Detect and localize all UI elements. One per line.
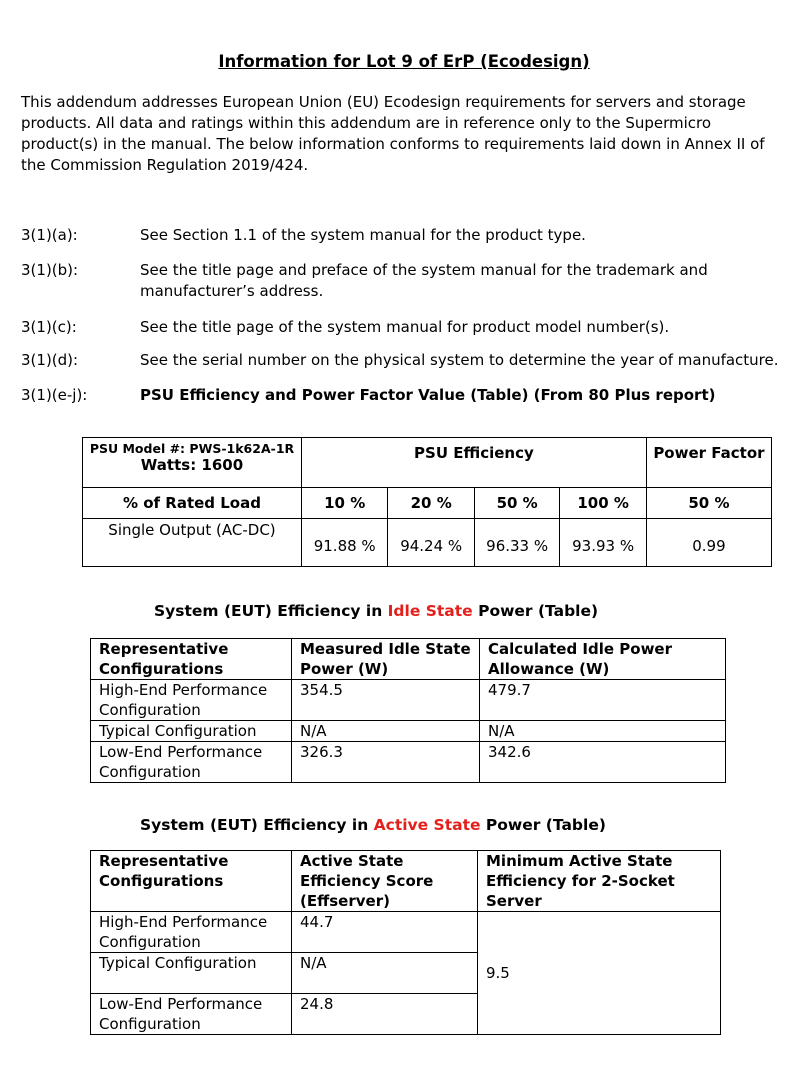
active-header-minimum: Minimum Active State Efficiency for 2-Socket Server — [478, 851, 721, 912]
eff-50: 96.33 % — [474, 519, 559, 567]
table-row — [91, 680, 726, 721]
req-text-a: See Section 1.1 of the system manual for the product type. — [140, 226, 586, 244]
idle-row-high-measured: 354.5 — [292, 680, 480, 721]
req-text-d: See the serial number on the physical system to determine the year of manufacture. — [140, 351, 779, 369]
rated-load-header: % of Rated Load — [83, 488, 302, 519]
load-50: 50 % — [474, 488, 559, 519]
idle-row-high-allowance: 479.7 — [480, 680, 726, 721]
load-10: 10 % — [301, 488, 387, 519]
table-row — [91, 721, 726, 742]
req-code-e-j: 3(1)(e-j): — [21, 386, 88, 404]
idle-table-caption: System (EUT) Efficiency in Idle State Power (Table) — [154, 602, 599, 620]
psu-efficiency-header: PSU Efficiency — [301, 438, 646, 488]
req-text-e-j: PSU Efficiency and Power Factor Value (Table) (From 80 Plus report) — [140, 386, 716, 404]
active-header-score: Active State Efficiency Score (Effserver) — [292, 851, 478, 912]
active-row-typical-config: Typical Configuration — [91, 953, 292, 994]
idle-header-allowance: Calculated Idle Power Allowance (W) — [480, 639, 726, 680]
power-factor-header: Power Factor — [646, 438, 771, 488]
eff-10: 91.88 % — [301, 519, 387, 567]
idle-header-config: Representative Configurations — [91, 639, 292, 680]
active-table-caption: System (EUT) Efficiency in Active State Power (Table) — [140, 816, 606, 834]
idle-row-typical-measured: N/A — [292, 721, 480, 742]
active-minimum-value: 9.5 — [478, 912, 721, 1035]
active-row-high-score: 44.7 — [292, 912, 478, 953]
active-row-high-config: High-End Performance Configuration — [91, 912, 292, 953]
req-text-b: See the title page and preface of the system manual for the trademark and manufacturer’s address. — [140, 261, 708, 300]
load-20: 20 % — [388, 488, 474, 519]
active-row-typical-score: N/A — [292, 953, 478, 994]
idle-row-low-measured: 326.3 — [292, 742, 480, 783]
power-factor-value: 0.99 — [646, 519, 771, 567]
single-output-label: Single Output (AC-DC) — [83, 519, 302, 567]
eff-100: 93.93 % — [560, 519, 646, 567]
req-code-b: 3(1)(b): — [21, 261, 79, 279]
idle-header-measured: Measured Idle State Power (W) — [292, 639, 480, 680]
idle-row-typical-allowance: N/A — [480, 721, 726, 742]
req-code-d: 3(1)(d): — [21, 351, 79, 369]
idle-state-table — [90, 638, 726, 783]
active-state-highlight: Active State — [373, 816, 481, 834]
req-code-a: 3(1)(a): — [21, 226, 78, 244]
idle-state-highlight: Idle State — [387, 602, 473, 620]
pf-load-50: 50 % — [646, 488, 771, 519]
intro-paragraph: This addendum addresses European Union (EU) Ecodesign requirements for servers and storage products. All data and ratings within this addendum are in reference only to the Supermicro product(s) in the manual. The below information conforms to requirements laid down in Annex II of the Commission Regulation 2019/424. — [21, 93, 765, 174]
idle-row-low-config: Low-End Performance Configuration — [91, 742, 292, 783]
active-row-low-score: 24.8 — [292, 994, 478, 1035]
idle-row-high-config: High-End Performance Configuration — [91, 680, 292, 721]
idle-row-low-allowance: 342.6 — [480, 742, 726, 783]
active-state-table — [90, 850, 721, 1035]
active-header-config: Representative Configurations — [91, 851, 292, 912]
psu-efficiency-table — [82, 437, 772, 567]
psu-watts: Watts: 1600 — [140, 456, 244, 474]
table-row — [91, 912, 721, 953]
psu-model: PSU Model #: PWS-1k62A-1R — [89, 441, 295, 456]
load-100: 100 % — [560, 488, 646, 519]
active-row-low-config: Low-End Performance Configuration — [91, 994, 292, 1035]
table-row — [91, 742, 726, 783]
req-text-c: See the title page of the system manual for product model number(s). — [140, 318, 670, 336]
req-code-c: 3(1)(c): — [21, 318, 77, 336]
eff-20: 94.24 % — [388, 519, 474, 567]
idle-row-typical-config: Typical Configuration — [91, 721, 292, 742]
page-title: Information for Lot 9 of ErP (Ecodesign) — [218, 52, 590, 71]
psu-model-cell — [83, 438, 302, 488]
